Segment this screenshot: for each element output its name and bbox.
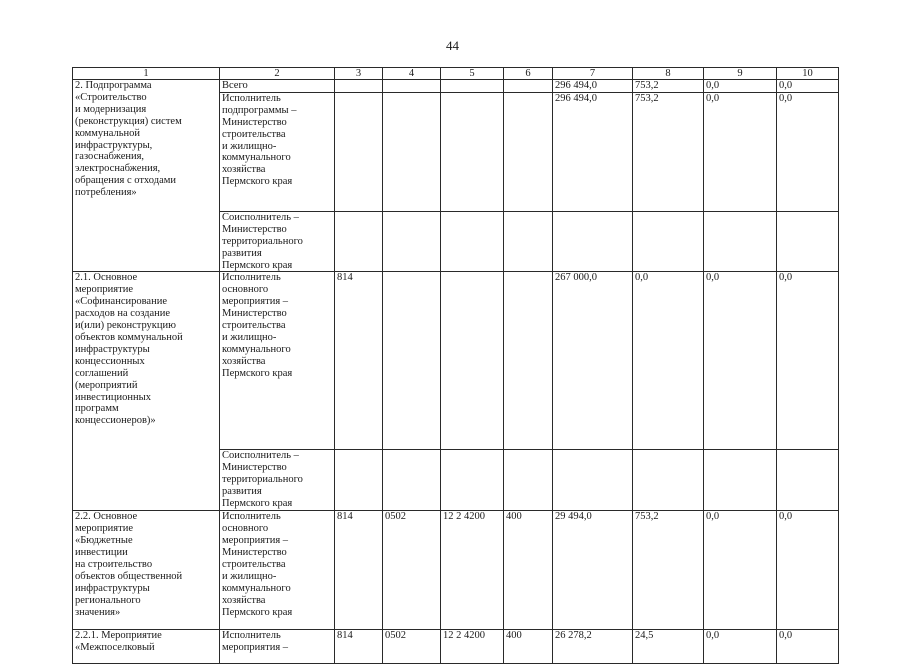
cell-text-line: расходов на создание [75,308,171,320]
value-cell-c5 [441,80,504,93]
value-cell-c10 [777,450,839,511]
cell-text-line: строительства [222,128,286,140]
column-number-cell: 7 [553,68,633,80]
responsible-cell [220,211,335,272]
cell-text-line: подпрограммы – [222,104,297,116]
value-cell-c6 [504,450,553,511]
column-number-cell: 6 [504,68,553,80]
value-cell-c4 [383,80,441,93]
value-cell-c6 [504,211,553,272]
column-number-cell: 8 [633,68,704,80]
cell-text-line: хозяйства [222,164,266,176]
cell-text-line: Пермского края [222,259,293,271]
cell-text-line: обращения с отходами [75,175,176,187]
value-cell-c5 [441,211,504,272]
cell-text-line: строительства [222,559,286,571]
column-number-cell: 2 [220,68,335,80]
responsible-cell [220,630,335,664]
cell-text-line: концессионеров)» [75,415,156,427]
value-cell-c7 [553,211,633,272]
cell-text-line: «Межпоселковый [75,642,155,654]
value-cell-c10: 0,0 [777,92,839,211]
value-cell-c7: 29 494,0 [553,511,633,630]
cell-text-line: Пермского края [222,367,293,379]
responsible-cell [220,92,335,211]
cell-text-line: 2. Подпрограмма [75,80,152,91]
cell-text-line: 2.2. Основное [75,511,138,523]
table-header-row [73,68,839,80]
table-row [73,272,839,450]
cell-text-line: инфраструктуры, [75,139,153,151]
value-cell-c4 [383,272,441,450]
responsible-cell [220,511,335,630]
cell-text-line: мероприятия – [222,296,289,308]
responsible-cell [220,80,335,93]
column-number-cell: 9 [704,68,777,80]
cell-text-line: объектов коммунальной [75,331,183,343]
cell-text-line: инфраструктуры [75,582,150,594]
value-cell-c4: 0502 [383,511,441,630]
value-cell-c6: 400 [504,630,553,664]
cell-text-line: Министерство [222,547,287,559]
cell-text-line: концессионных [75,355,145,367]
value-cell-c7 [553,450,633,511]
value-cell-c5 [441,92,504,211]
table-row [73,80,839,93]
cell-text-line: объектов общественной [75,570,183,582]
cell-text-line: «Строительство [75,91,147,103]
table-row [73,630,839,664]
value-cell-c3 [335,211,383,272]
cell-text-line: Всего [222,80,248,91]
value-cell-c8 [633,450,704,511]
cell-text-line: 2.2.1. Мероприятие [75,630,162,642]
value-cell-c9: 0,0 [704,630,777,664]
value-cell-c4 [383,450,441,511]
cell-text-line: и жилищно- [222,331,277,343]
cell-text-line: Исполнитель [222,92,281,104]
cell-text-line: развития [222,486,262,498]
cell-text-line: и модернизация [75,103,147,115]
cell-text-line: регионального [75,594,141,606]
value-cell-c6 [504,92,553,211]
cell-text-line: Пермского края [222,606,293,618]
table-row [73,511,839,630]
value-cell-c7: 26 278,2 [553,630,633,664]
cell-text-line: и жилищно- [222,570,277,582]
cell-text-line: мероприятия – [222,535,289,547]
cell-text-line: Соисполнитель – [222,211,299,223]
column-number-cell: 5 [441,68,504,80]
cell-text-line: Пермского края [222,498,293,510]
budget-table [72,67,839,664]
cell-text-line: хозяйства [222,355,266,367]
value-cell-c8: 0,0 [633,272,704,450]
cell-text-line: Пермского края [222,176,293,188]
value-cell-c9 [704,211,777,272]
responsible-cell [220,450,335,511]
cell-text-line: развития [222,247,262,259]
cell-text-line: Исполнитель [222,272,281,284]
column-number-cell: 4 [383,68,441,80]
program-name-cell [73,80,220,272]
value-cell-c3 [335,450,383,511]
cell-text-line: Министерство [222,116,287,128]
cell-text-line: инвестиции [75,547,128,559]
responsible-cell [220,272,335,450]
page-number: 44 [446,38,459,53]
column-number-cell: 10 [777,68,839,80]
value-cell-c10: 0,0 [777,630,839,664]
value-cell-c3: 814 [335,511,383,630]
value-cell-c9: 0,0 [704,80,777,93]
value-cell-c7: 296 494,0 [553,92,633,211]
cell-text-line: инфраструктуры [75,343,150,355]
value-cell-c5 [441,450,504,511]
cell-text-line: программ [75,403,119,415]
program-name-cell [73,630,220,664]
value-cell-c8 [633,211,704,272]
value-cell-c3 [335,92,383,211]
cell-text-line: коммунального [222,343,291,355]
value-cell-c4 [383,211,441,272]
value-cell-c8: 24,5 [633,630,704,664]
column-number-cell: 3 [335,68,383,80]
cell-text-line: Исполнитель [222,511,281,523]
cell-text-line: значения» [75,606,121,618]
cell-text-line: (реконструкция) систем [75,115,182,127]
cell-text-line: территориального [222,235,303,247]
value-cell-c8: 753,2 [633,511,704,630]
value-cell-c9: 0,0 [704,272,777,450]
column-number-cell: 1 [73,68,220,80]
cell-text-line: газоснабжения, [75,151,145,163]
value-cell-c9: 0,0 [704,511,777,630]
cell-text-line: электроснабжения, [75,163,161,175]
value-cell-c4 [383,92,441,211]
cell-text-line: (мероприятий [75,379,138,391]
cell-text-line: и(или) реконструкцию [75,320,176,332]
cell-text-line: коммунального [222,152,291,164]
cell-text-line: хозяйства [222,594,266,606]
cell-text-line: Министерство [222,308,287,320]
cell-text-line: мероприятия – [222,642,289,654]
value-cell-c4: 0502 [383,630,441,664]
cell-text-line: Министерство [222,223,287,235]
cell-text-line: соглашений [75,367,129,379]
cell-text-line: «Софинансирование [75,296,167,308]
value-cell-c10: 0,0 [777,80,839,93]
cell-text-line: потребления» [75,187,137,199]
value-cell-c3: 814 [335,630,383,664]
value-cell-c10 [777,211,839,272]
value-cell-c9: 0,0 [704,92,777,211]
cell-text-line: коммунальной [75,127,141,139]
cell-text-line: 2.1. Основное [75,272,138,284]
value-cell-c5: 12 2 4200 [441,630,504,664]
value-cell-c6 [504,80,553,93]
value-cell-c3 [335,80,383,93]
cell-text-line: мероприятие [75,523,133,535]
value-cell-c5 [441,272,504,450]
program-name-cell [73,272,220,511]
value-cell-c6: 400 [504,511,553,630]
cell-text-line: инвестиционных [75,391,151,403]
cell-text-line: Министерство [222,462,287,474]
value-cell-c7: 296 494,0 [553,80,633,93]
value-cell-c5: 12 2 4200 [441,511,504,630]
value-cell-c9 [704,450,777,511]
cell-text-line: мероприятие [75,284,133,296]
cell-text-line: основного [222,284,269,296]
value-cell-c3: 814 [335,272,383,450]
cell-text-line: Исполнитель [222,630,281,642]
cell-text-line: строительства [222,320,286,332]
cell-text-line: на строительство [75,559,153,571]
program-name-cell [73,511,220,630]
cell-text-line: коммунального [222,582,291,594]
cell-text-line: основного [222,523,269,535]
cell-text-line: Соисполнитель – [222,450,299,462]
cell-text-line: «Бюджетные [75,535,133,547]
value-cell-c8: 753,2 [633,92,704,211]
value-cell-c10: 0,0 [777,511,839,630]
value-cell-c7: 267 000,0 [553,272,633,450]
cell-text-line: территориального [222,474,303,486]
value-cell-c6 [504,272,553,450]
cell-text-line: и жилищно- [222,140,277,152]
value-cell-c8: 753,2 [633,80,704,93]
value-cell-c10: 0,0 [777,272,839,450]
